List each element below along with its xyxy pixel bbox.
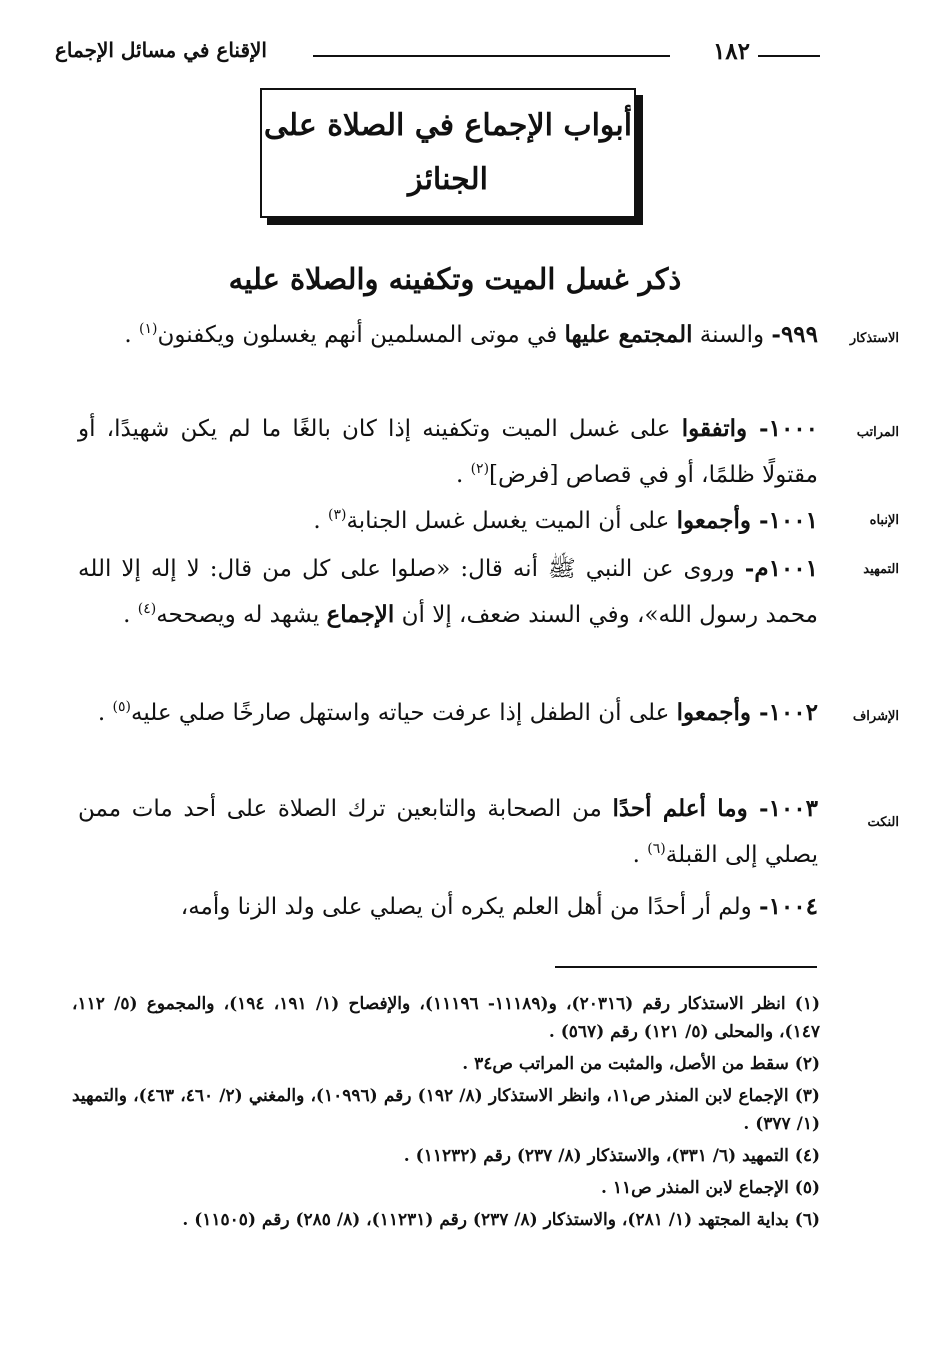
source-label: الاستذكار [849,331,899,346]
entry-end: . [123,602,138,628]
footnote-4: (٤) التمهيد (٦/ ٣٣١)، والاستذكار (٨/ ٢٣٧) رقم (١١٢٣٢) . [403,1146,820,1166]
footnote-6: (٦) بداية المجتهد (١/ ٢٨١)، والاستذكار (٨/ ٢٣٧) رقم (١١٢٣١)، (٨/ ٢٨٥) رقم (١١٥٠٥) . [182,1210,820,1230]
entry-number: ١٠٠١- [759,507,818,534]
chapter-title-line-2: الجنائز [408,162,488,197]
footnote-ref: (٦) [647,841,666,857]
entry-text: على أن الطفل إذا عرفت حياته واستهل صارخًا صلي عليه [130,700,677,726]
source-label: الإشراف [852,709,899,724]
entry-number: ٩٩٩- [771,321,818,348]
entry-text: يشهد له ويصححه [156,602,327,628]
entry-emphasis: وأجمعوا [676,699,760,726]
entry-emphasis: الإجماع [326,601,395,628]
entry-1001 [78,498,818,544]
footnote-5: (٥) الإجماع لابن المنذر ص١١ . [600,1178,820,1198]
section-title: ذكر غسل الميت وتكفينه والصلاة عليه [228,262,682,296]
entry-text: والسنة [692,322,772,348]
source-label: النكت [867,815,899,830]
header-rule-middle [313,55,670,57]
footnote-ref: (١) [139,321,158,337]
footnote-2: (٢) سقط من الأصل، والمثبت من المراتب ص٣٤ . [462,1054,820,1074]
footnote-ref: (٣) [327,507,347,523]
entry-text: ولم أر أحدًا من أهل العلم يكره أن يصلي على ولد الزنا وأمه، [180,894,760,920]
entry-1001m [78,546,818,638]
entry-end: . [632,842,648,868]
source-label: الإنباه [869,513,899,528]
entry-1002 [78,690,818,736]
header-rule-right [758,55,820,57]
footnote-ref: (٢) [470,461,490,477]
entry-text: وروى عن النبي ﷺ أنه قال: «صلوا على كل من قال: لا إله إلا الله محمد رسول الله»، وفي السند ضعف، إلا أن [78,556,818,628]
entry-emphasis: المجتمع عليها [564,321,693,348]
footnote-1: (١) انظر الاستذكار رقم (٢٠٣١٦)، و(١١١٨٩- ١١١٩٦)، والإفصاح (١/ ١٩١، ١٩٤)، والمجموع (٥/ ١١٢، ١٤٧)، والمحلى (٥/ ١٢١) رقم (٥٦٧) . [72,994,821,1042]
chapter-title-line-1: أبواب الإجماع في الصلاة على [263,108,633,143]
book-title: الإقناع في مسائل الإجماع [55,38,267,62]
entry-number: ١٠٠٢- [759,699,818,726]
entry-end: . [313,508,328,534]
entry-text: على غسل الميت وتكفينه إذا كان بالغًا ما لم يكن شهيدًا، أو مقتولًا ظلمًا، أو في قصاص [فرض] [78,416,818,488]
chapter-title-box [260,88,636,218]
entry-1000 [78,406,818,498]
entry-end: . [455,462,471,488]
entry-number: ١٠٠١م- [744,555,818,582]
entry-999 [78,312,818,358]
running-header [55,36,820,72]
entry-end: . [124,322,140,348]
entry-number: ١٠٠٠- [759,415,819,442]
entry-text: على أن الميت يغسل غسل الجنابة [346,508,677,534]
footnotes [72,990,820,1238]
page-number: ١٨٢ [712,38,750,65]
source-label: المراتب [856,425,899,440]
footnote-ref: (٤) [137,601,157,617]
entry-end: . [97,700,113,726]
footnote-ref: (٥) [112,699,131,715]
entry-text: في موتى المسلمين أنهم يغسلون ويكفنون [157,322,565,348]
footnote-3: (٣) الإجماع لابن المنذر ص١١، وانظر الاستذكار (٨/ ١٩٢) رقم (١٠٩٩٦)، والمغني (٢/ ٤٦٠، ٤٦٣)، والتمهيد (١/ ٣٧٧) . [72,1086,820,1134]
entry-1003 [78,786,818,878]
entry-text: من الصحابة والتابعين ترك الصلاة على أحد مات ممن يصلي إلى القبلة [78,796,818,868]
entry-emphasis: وأجمعوا [676,507,760,534]
entry-emphasis: وما أعلم أحدًا [612,795,760,822]
source-label: التمهيد [863,562,899,577]
entry-1004 [78,884,818,930]
entry-number: ١٠٠٣- [759,795,818,822]
entry-number: ١٠٠٤- [759,893,818,920]
entry-emphasis: واتفقوا [681,415,760,442]
footnote-separator [555,966,817,968]
